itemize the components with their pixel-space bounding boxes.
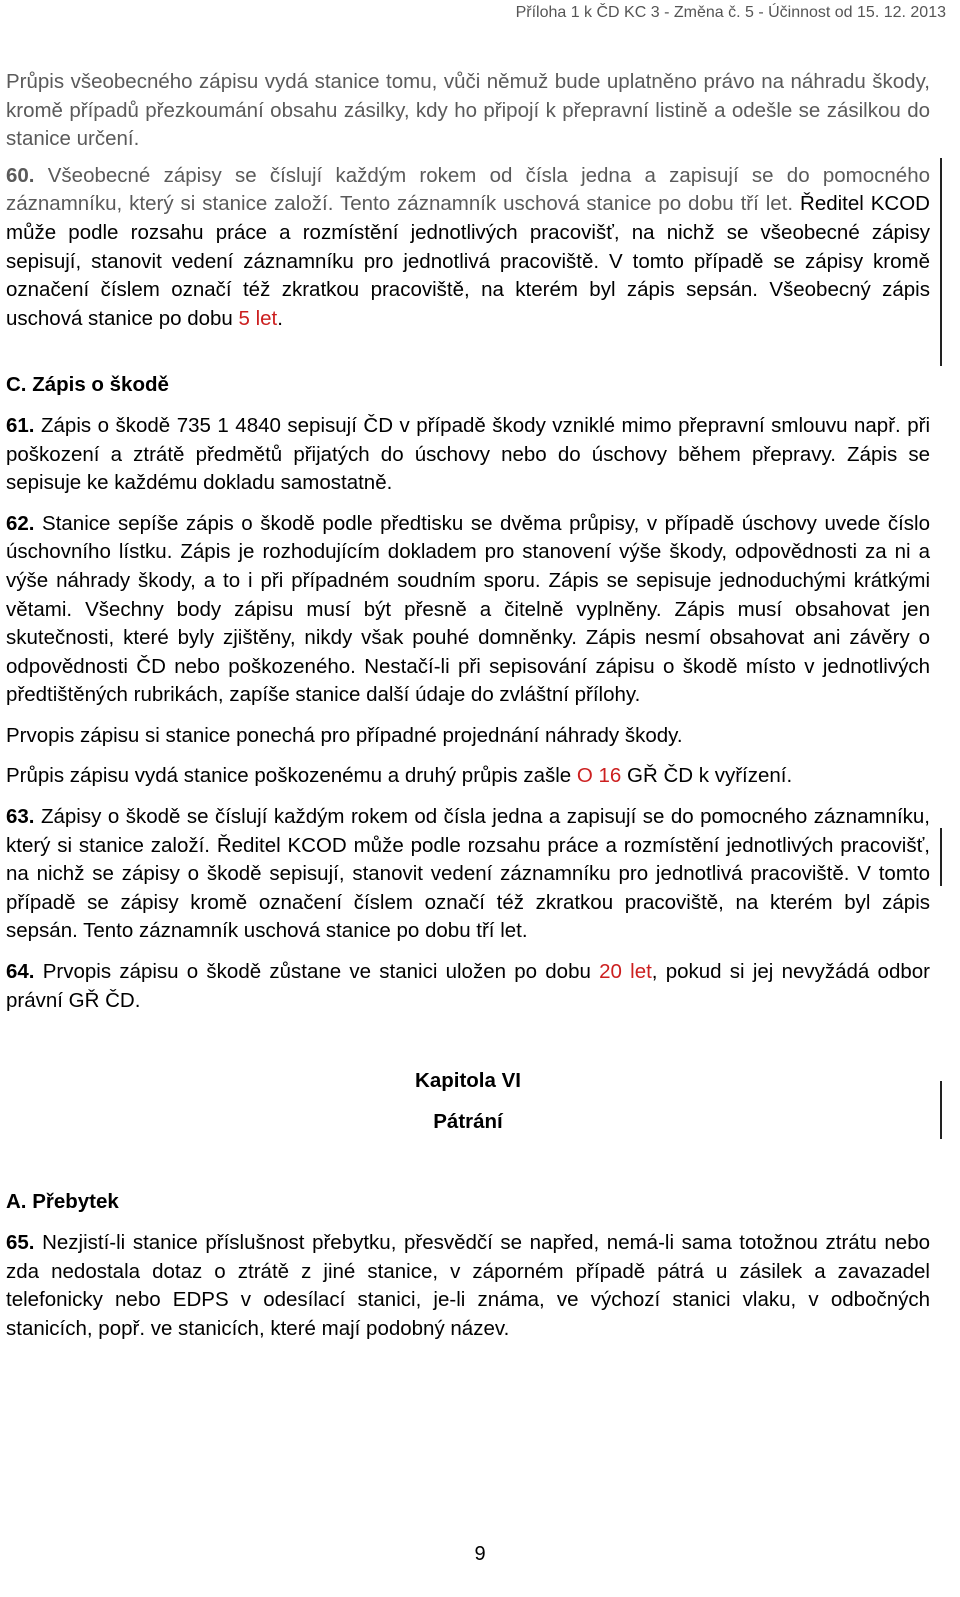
change-bar xyxy=(940,828,942,886)
section-heading-c: C. Zápis o škodě xyxy=(6,373,169,397)
paragraph-65: 65. Nezjistí-li stanice příslušnost přebytku, přesvědčí se napřed, nemá-li sama totožnou ztrátu nebo zda nedostala dotaz o ztrátě z jiné stanice, v záporném případě pátrá u zásilek a zavazadel telefonicky nebo EDPS v odesílací stanici, je-li známa, ve výchozí stanici vlaku, v odbočných stanicích, popř. ve stanicích, které mají podobný název. xyxy=(6,1231,930,1340)
paragraph-prvopis: Prvopis zápisu si stanice ponechá pro případné projednání náhrady škody. xyxy=(6,723,683,747)
page-number: 9 xyxy=(474,1543,486,1565)
paragraph-62: 62. Stanice sepíše zápis o škodě podle předtisku se dvěma průpisy, v případě úschovy uvede číslo úschovního lístku. Zápis je rozhodujícím dokladem pro stanovení výše škody, odpovědnosti za ni a výše náhrady škody, a to i při případném soudním sporu. Zápis se sepisuje jednoduchými krátkými větami. Všechny body zápisu musí být přesně a čitelně vyplněny. Zápis musí obsahovat jen skutečnosti, které byly zjištěny, nikdy však pouhé domněnky. Zápis nesmí obsahovat ani závěry o odpovědnosti ČD nebo poškozeného. Nestačí-li při sepisování zápisu o škodě místo v jednotlivých předtištěných rubrikách, zapíše stanice další údaje do zvláštní přílohy. xyxy=(6,511,930,707)
paragraph-64: 64. Prvopis zápisu o škodě zůstane ve stanici uložen po dobu 20 let, pokud si jej nevyžádá odbor právní GŘ ČD. xyxy=(6,960,930,1012)
paragraph-prupis: Průpis zápisu vydá stanice poškozenému a druhý průpis zašle O 16 GŘ ČD k vyřízení. xyxy=(6,764,793,788)
paragraph-61: 61. Zápis o škodě 735 1 4840 sepisují ČD v případě škody vzniklé mimo přepravní smlouvu např. při poškození a ztrátě předmětů přijatých do úschovy nebo do úschovy během přepravy. Zápis se sepisuje ke každému dokladu samostatně. xyxy=(6,413,930,495)
chapter-title: Kapitola VI xyxy=(415,1069,521,1093)
document-header: Příloha 1 k ČD KC 3 - Změna č. 5 - Účinnost od 15. 12. 2013 xyxy=(515,4,946,21)
paragraph-number: 60. xyxy=(6,163,35,187)
chapter-subtitle: Pátrání xyxy=(433,1109,503,1133)
section-heading-a: A. Přebytek xyxy=(6,1190,119,1214)
document-body xyxy=(6,68,930,1343)
change-bar xyxy=(940,1081,942,1139)
change-bar xyxy=(940,158,942,366)
paragraph-63: 63. Zápisy o škodě se číslují každým rokem od čísla jedna a zapisují se do pomocného záznamníku, který si stanice založí. Ředitel KCOD může podle rozsahu práce a rozmístění jednotlivých pracovišť, na nichž se zápisy o škodě sepisují, stanovit vedení záznamníku pro jednotlivá pracoviště. V tomto případě se zápisy kromě označení číslem označí též zkratkou pracoviště, na kterém byl zápis sepsán. Tento záznamník uschová stanice po dobu tří let. xyxy=(6,805,930,943)
paragraph-60: 60. Všeobecné zápisy se číslují každým rokem od čísla jedna a zapisují se do pomocného záznamníku, který si stanice založí. Tento záznamník uschová stanice po dobu tří let. Ředitel KCOD může podle rozsahu práce a rozmístění jednotlivých pracovišť, na nichž se všeobecné zápisy sepisují, stanovit vedení záznamníku pro jednotlivá pracoviště. V tomto případě se zápisy kromě označení číslem označí též zkratkou pracoviště, na kterém byl zápis sepsán. Všeobecný zápis uschová stanice po dobu 5 let. xyxy=(6,163,930,330)
intro-paragraph: Průpis všeobecného zápisu vydá stanice tomu, vůči němuž bude uplatněno právo na náhradu škody, kromě případů přezkoumání obsahu zásilky, kdy ho připojí k přepravní listině a odešle se zásilkou do stanice určení. xyxy=(6,70,930,151)
